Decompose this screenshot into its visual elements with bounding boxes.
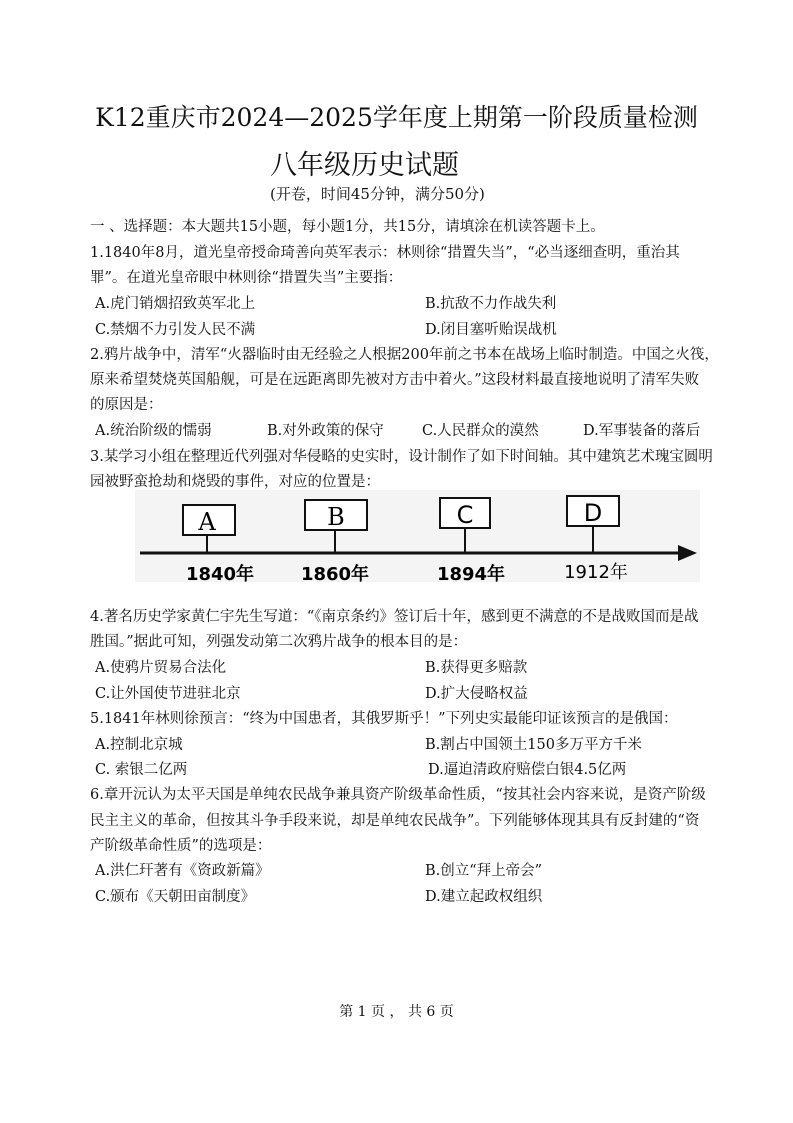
question-4-option-a: A.使鸦片贸易合法化 [95,660,227,676]
question-1-line-2: 罪”。在道光皇帝眼中林则徐“措置失当”主要指： [90,270,403,286]
question-2-option-a: A.统治阶级的懦弱 [95,423,212,439]
question-3-line-1: 3.某学习小组在整理近代列强对华侵略的史实时，设计制作了如下时间轴。其中建筑艺术瑰宝圆明 [90,449,713,465]
timeline-year-1912: 1912年 [564,562,628,582]
question-6-option-a: A.洪仁玕著有《资政新篇》 [95,863,270,879]
question-4-line-2: 胜国。”据此可知，列强发动第二次鸦片战争的根本目的是： [90,634,468,650]
timeline-diagram [135,490,700,582]
timeline-year-1894: 1894年 [436,564,506,582]
exam-title: K12重庆市2024—2025学年度上期第一阶段质量检测 [95,103,698,132]
timeline-year-1860: 1860年 [300,564,370,582]
question-6-option-d: D.建立起政权组织 [425,889,543,905]
timeline-label-c: C [456,501,474,529]
question-3-line-2: 园被野蛮抢劫和烧毁的事件，对应的位置是： [90,474,380,490]
question-4-option-c: C.让外国使节进驻北京 [95,686,241,702]
question-5-option-c: C. 索银二亿两 [95,762,188,778]
timeline-label-d: D [583,499,603,527]
question-6-option-b: B.创立“拜上帝会” [425,863,543,879]
exam-note: (开卷，时间45分钟，满分50分) [270,185,485,203]
section-heading: 一 、选择题：本大题共15小题，每小题1分，共15分，请填涂在机读答题卡上。 [90,219,605,235]
question-5-option-a: A.控制北京城 [95,737,183,753]
question-4-option-d: D.扩大侵略权益 [425,686,528,702]
question-5-option-d: D.逼迫清政府赔偿白银4.5亿两 [428,762,627,778]
question-2-line-3: 的原因是： [90,397,163,413]
question-2-option-c: C.人民群众的漠然 [422,423,539,439]
question-2-option-d: D.军事装备的落后 [583,423,701,439]
question-1-line-1: 1.1840年8月，道光皇帝授命琦善向英军表示：林则徐“措置失当”，“必当逐细查明，重治其 [90,245,680,261]
question-2-option-b: B.对外政策的保守 [267,423,384,439]
question-6-line-1: 6.章开沅认为太平天国是单纯农民战争兼具资产阶级革命性质，“按其社会内容来说，是资产阶级 [90,787,706,803]
timeline-label-a: A [198,508,216,536]
question-1-option-a: A.虎门销烟招致英军北上 [95,296,256,312]
timeline-label-b: B [327,503,345,531]
exam-subtitle: 八年级历史试题 [270,150,459,181]
question-1-option-d: D.闭目塞听贻误战机 [425,322,557,338]
question-6-option-c: C.颁布《天朝田亩制度》 [95,889,256,905]
page-footer: 第 1 页 ， 共 6 页 [339,1004,454,1020]
timeline-year-1840: 1840年 [185,564,255,582]
question-4-option-b: B.获得更多赔款 [425,660,528,676]
question-2-line-1: 2.鸦片战争中，清军“火器临时由无经验之人根据200年前之书本在战场上临时制造。中国之火筏， [90,347,719,363]
question-5-line-1: 5.1841年林则徐预言：“终为中国患者，其俄罗斯乎！”下列史实最能印证该预言的是俄国： [90,711,678,727]
question-1-option-c: C.禁烟不力引发人民不满 [95,322,256,338]
question-6-line-2: 民主主义的革命，但按其斗争手段来说，却是单纯农民战争”。下列能够体现其具有反封建的“资 [90,813,700,829]
question-5-option-b: B.割占中国领土150多万平方千米 [425,737,642,753]
question-4-line-1: 4.著名历史学家黄仁宇先生写道：“《南京条约》签订后十年，感到更不满意的不是战败国而是战 [90,609,699,625]
question-2-line-2: 原来希望焚烧英国船舰，可是在远距离即先被对方击中着火。”这段材料最直接地说明了清军失败 [90,372,700,388]
question-6-line-3: 产阶级革命性质”的选项是： [90,838,272,854]
question-1-option-b: B.抗敌不力作战失利 [425,296,557,312]
